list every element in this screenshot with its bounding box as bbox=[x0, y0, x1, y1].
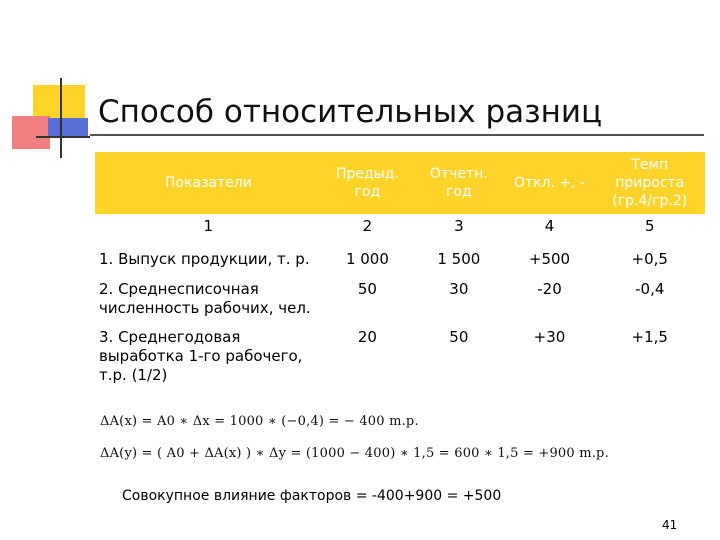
summary-text: Совокупное влияние факторов = -400+900 = +500 bbox=[122, 488, 502, 504]
decor-red-square bbox=[12, 116, 50, 149]
table-cell: +0,5 bbox=[631, 250, 668, 268]
table-cell: 50 bbox=[449, 328, 469, 346]
formula-factor-x: ΔA(x) = A0 ∗ Δx = 1000 ∗ (−0,4) = − 400 m.p. bbox=[100, 414, 419, 429]
decor-vertical-line bbox=[60, 78, 62, 158]
header-growth-rate: Темп прироста (гр.4/гр.2) bbox=[595, 152, 705, 214]
table-row bbox=[95, 322, 705, 390]
table-row bbox=[95, 274, 705, 322]
title-divider bbox=[90, 134, 704, 136]
column-number: 2 bbox=[322, 214, 414, 244]
column-number: 5 bbox=[595, 214, 705, 244]
table-cell: -0,4 bbox=[635, 280, 665, 298]
column-number: 1 bbox=[95, 214, 322, 244]
decor-blue-square bbox=[48, 118, 88, 136]
row-label: 3. Среднегодовая выработка 1-го рабочего, т.р. (1/2) bbox=[99, 328, 303, 384]
table-cell: 20 bbox=[357, 328, 377, 346]
table-row bbox=[95, 244, 705, 274]
row-label: 1. Выпуск продукции, т. р. bbox=[99, 250, 310, 268]
decor-horizontal-line bbox=[36, 136, 90, 138]
header-report-year: Отчетн. год bbox=[413, 152, 504, 214]
table-cell: 30 bbox=[449, 280, 469, 298]
column-number: 4 bbox=[504, 214, 594, 244]
table-cell: 1 000 bbox=[345, 250, 389, 268]
table-cell: -20 bbox=[537, 280, 562, 298]
table-header-row bbox=[95, 152, 705, 214]
table-cell: +30 bbox=[533, 328, 566, 346]
table-cell: 1 500 bbox=[437, 250, 481, 268]
data-table bbox=[95, 152, 705, 390]
row-label: 2. Среднесписочная численность рабочих, чел. bbox=[99, 280, 311, 317]
column-number: 3 bbox=[413, 214, 504, 244]
slide-title: Способ относительных разниц bbox=[98, 94, 603, 130]
table-cell: +500 bbox=[528, 250, 571, 268]
header-deviation: Откл. +, - bbox=[504, 152, 594, 214]
table-cell: +1,5 bbox=[631, 328, 668, 346]
formula-factor-y: ΔA(y) = ( A0 + ΔA(x) ) ∗ Δy = (1000 − 400) ∗ 1,5 = 600 ∗ 1,5 = +900 m.p. bbox=[100, 446, 609, 461]
header-previous-year: Предыд. год bbox=[322, 152, 414, 214]
header-indicators: Показатели bbox=[95, 152, 322, 214]
page-number: 41 bbox=[662, 518, 678, 532]
table-cell: 50 bbox=[357, 280, 377, 298]
column-number-row bbox=[95, 214, 705, 244]
